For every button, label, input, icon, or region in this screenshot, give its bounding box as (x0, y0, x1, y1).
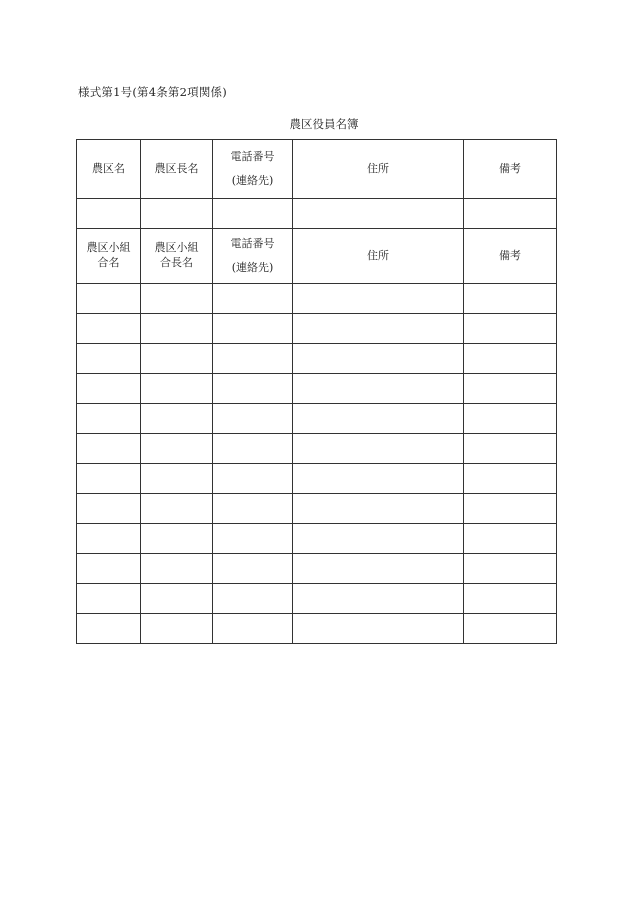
district-entry-row (77, 199, 557, 229)
header-address (293, 140, 464, 199)
leader-cell[interactable] (141, 284, 213, 314)
header-remarks (464, 140, 557, 199)
header-remarks-label: 備考 (499, 161, 521, 175)
name-cell[interactable] (77, 554, 141, 584)
phone-cell[interactable] (213, 374, 293, 404)
header-subgroup-phone (213, 229, 293, 284)
remarks-cell[interactable] (464, 494, 557, 524)
address-cell[interactable] (293, 554, 464, 584)
address-cell[interactable] (293, 584, 464, 614)
subgroup-entry-row (77, 314, 557, 344)
address-cell[interactable] (293, 614, 464, 644)
remarks-cell[interactable] (464, 314, 557, 344)
subgroup-entry-row (77, 494, 557, 524)
name-cell[interactable] (77, 284, 141, 314)
phone-cell[interactable] (213, 584, 293, 614)
remarks-cell[interactable] (464, 614, 557, 644)
phone-cell[interactable] (213, 494, 293, 524)
header-address-label: 住所 (367, 161, 389, 175)
form-number: 様式第1号(第4条第2項関係) (78, 85, 227, 99)
address-cell[interactable] (293, 199, 464, 229)
remarks-cell[interactable] (464, 554, 557, 584)
name-cell[interactable] (77, 314, 141, 344)
phone-cell[interactable] (213, 554, 293, 584)
address-cell[interactable] (293, 314, 464, 344)
name-cell[interactable] (77, 614, 141, 644)
phone-cell[interactable] (213, 314, 293, 344)
remarks-cell[interactable] (464, 404, 557, 434)
phone-cell[interactable] (213, 614, 293, 644)
address-cell[interactable] (293, 284, 464, 314)
subgroup-entry-row (77, 434, 557, 464)
header-subgroup-address-label: 住所 (367, 248, 389, 262)
address-cell[interactable] (293, 434, 464, 464)
header-subgroup-remarks (464, 229, 557, 284)
leader-cell[interactable] (141, 464, 213, 494)
leader-cell[interactable] (141, 554, 213, 584)
name-cell[interactable] (77, 434, 141, 464)
remarks-cell[interactable] (464, 344, 557, 374)
address-cell[interactable] (293, 524, 464, 554)
header-phone (213, 140, 293, 199)
document-title: 農区役員名簿 (289, 117, 359, 131)
name-cell[interactable] (77, 404, 141, 434)
leader-cell[interactable] (141, 404, 213, 434)
address-cell[interactable] (293, 494, 464, 524)
leader-cell[interactable] (141, 494, 213, 524)
remarks-cell[interactable] (464, 464, 557, 494)
subgroup-entry-row (77, 524, 557, 554)
subgroup-entry-row (77, 374, 557, 404)
subgroup-entry-row (77, 584, 557, 614)
header-subgroup-contact-label: (連絡先) (231, 260, 274, 274)
subgroup-entry-row (77, 344, 557, 374)
remarks-cell[interactable] (464, 434, 557, 464)
leader-cell[interactable] (141, 584, 213, 614)
header-district-name (77, 140, 141, 199)
remarks-cell[interactable] (464, 584, 557, 614)
address-cell[interactable] (293, 464, 464, 494)
name-cell[interactable] (77, 464, 141, 494)
leader-cell[interactable] (141, 344, 213, 374)
subgroup-entry-row (77, 554, 557, 584)
name-cell[interactable] (77, 584, 141, 614)
remarks-cell[interactable] (464, 199, 557, 229)
phone-cell[interactable] (213, 284, 293, 314)
header-subgroup-leader-line2: 合長名 (160, 256, 193, 269)
header-subgroup-leader-line1: 農区小組 (154, 241, 199, 255)
name-cell[interactable] (77, 524, 141, 554)
header-subgroup-name-line1: 農区小組 (86, 241, 131, 255)
address-cell[interactable] (293, 374, 464, 404)
name-cell[interactable] (77, 199, 141, 229)
header-subgroup-remarks-label: 備考 (499, 248, 521, 262)
farm-district-header-row (77, 140, 557, 199)
address-cell[interactable] (293, 404, 464, 434)
roster-table-body (77, 140, 557, 644)
header-subgroup-name-line2: 合名 (97, 256, 120, 269)
header-district-name-label: 農区名 (92, 161, 125, 175)
name-cell[interactable] (77, 494, 141, 524)
subgroup-entry-row (77, 284, 557, 314)
header-subgroup-leader (141, 229, 213, 284)
leader-cell[interactable] (141, 199, 213, 229)
header-subgroup-name (77, 229, 141, 284)
name-cell[interactable] (77, 374, 141, 404)
header-contact-label: (連絡先) (231, 173, 274, 187)
remarks-cell[interactable] (464, 524, 557, 554)
leader-cell[interactable] (141, 614, 213, 644)
leader-cell[interactable] (141, 434, 213, 464)
header-district-leader (141, 140, 213, 199)
phone-cell[interactable] (213, 434, 293, 464)
name-cell[interactable] (77, 344, 141, 374)
phone-cell[interactable] (213, 524, 293, 554)
leader-cell[interactable] (141, 374, 213, 404)
phone-cell[interactable] (213, 404, 293, 434)
roster-table (76, 139, 557, 644)
leader-cell[interactable] (141, 524, 213, 554)
leader-cell[interactable] (141, 314, 213, 344)
phone-cell[interactable] (213, 464, 293, 494)
subgroup-entry-row (77, 404, 557, 434)
phone-cell[interactable] (213, 199, 293, 229)
header-subgroup-address (293, 229, 464, 284)
sub-group-header-row (77, 229, 557, 284)
phone-cell[interactable] (213, 344, 293, 374)
address-cell[interactable] (293, 344, 464, 374)
header-subgroup-phone-label: 電話番号 (230, 236, 275, 250)
header-district-leader-label: 農区長名 (154, 161, 199, 175)
subgroup-entry-row (77, 464, 557, 494)
subgroup-entry-row (77, 614, 557, 644)
remarks-cell[interactable] (464, 284, 557, 314)
remarks-cell[interactable] (464, 374, 557, 404)
header-phone-label: 電話番号 (230, 149, 275, 163)
